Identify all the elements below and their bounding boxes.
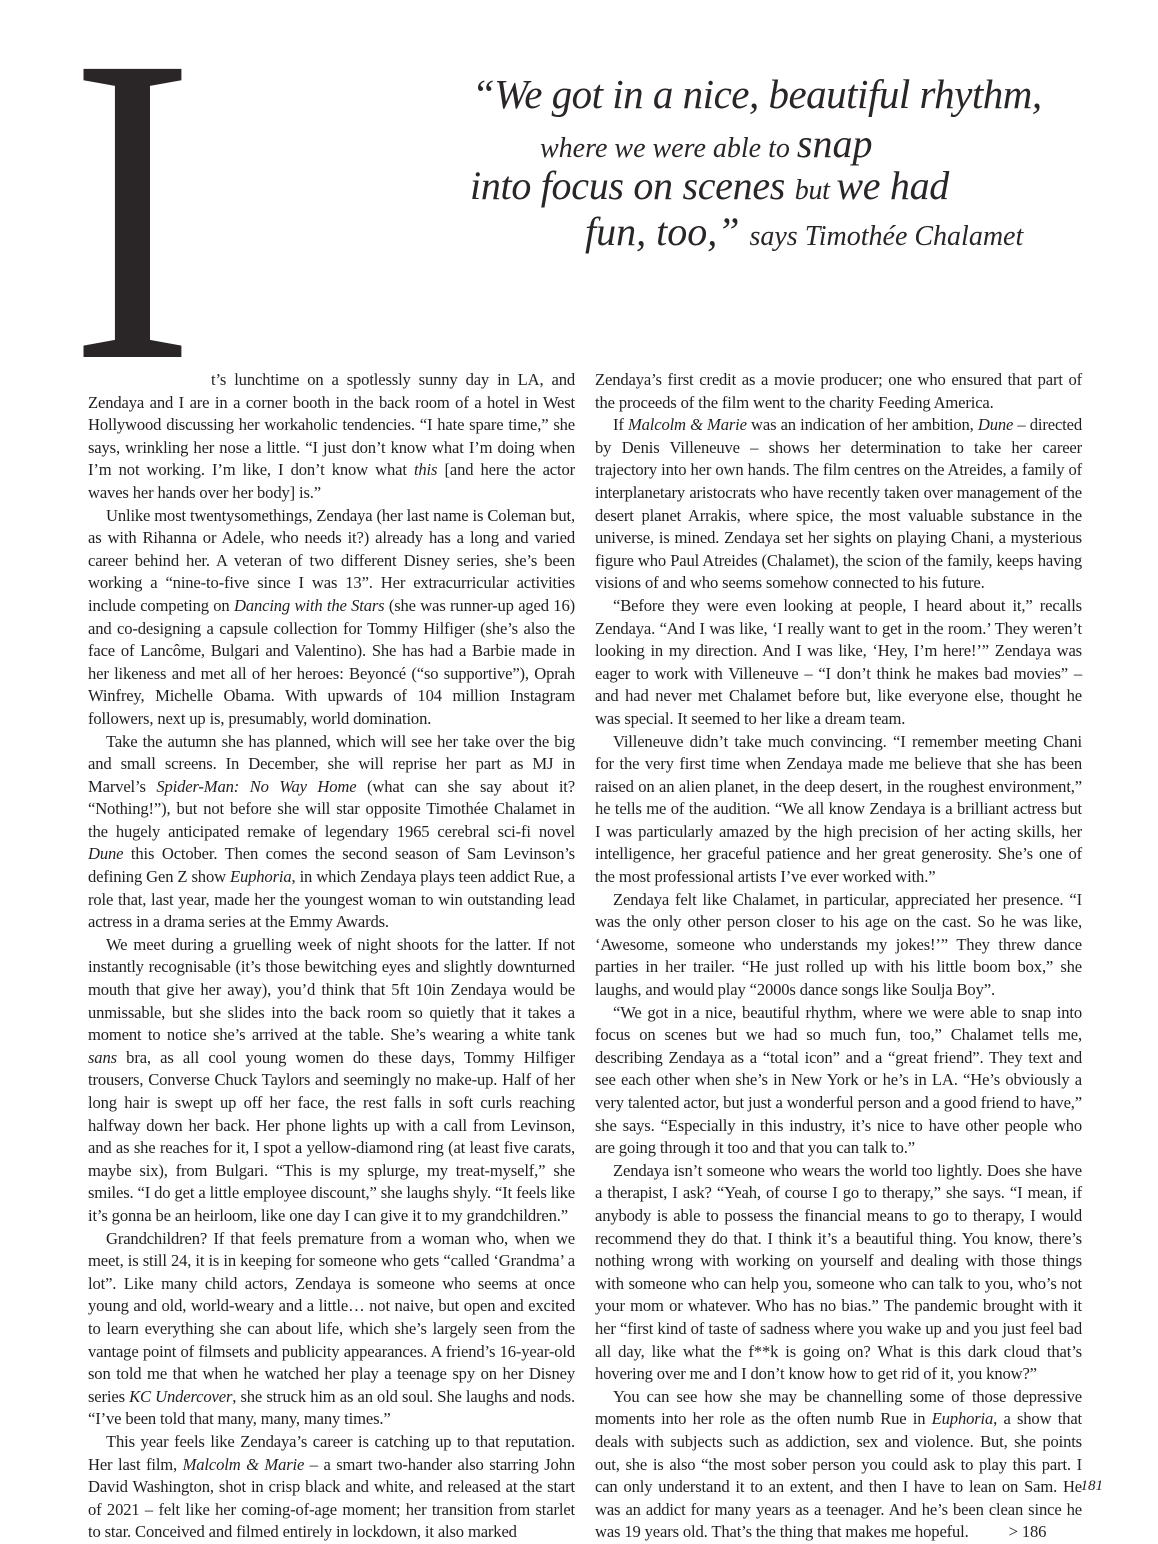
article-paragraph xyxy=(88,505,575,731)
paragraph-text: This year feels like Zendaya’s career is catching up to that reputation. Her last film, xyxy=(88,1431,575,1474)
pull-quote-text: we had xyxy=(836,163,949,208)
paragraph-text: (she was runner-up aged 16) and co-designing a capsule collection for Tommy Hilfiger (she’s also the face of Lancôme, Bulgari and Valentino). She has had a Barbie made in her likeness and met all of her heroes: Beyoncé (“so supportive”), Oprah Winfrey, Michelle Obama. With upwards of 104 million Instagram followers, next up is, presumably, world domination. xyxy=(88,595,575,728)
article-paragraph xyxy=(88,1431,575,1544)
italic-title: KC Undercover xyxy=(129,1386,233,1406)
paragraph-text: , a show that deals with subjects such as addiction, sex and violence. But, she points out, she is also “the most sober person you could ask to play this part. I can only understand it to an extent, and then I have to lean on Sam. He was an addict for many years as a teenager. And he’s been clean since he was 19 years old. That’s the thing that makes me hopeful. xyxy=(595,1409,1082,1542)
article-paragraph xyxy=(595,1002,1082,1160)
pull-quote-line: “We got in a nice, beautiful rhythm, xyxy=(472,71,1042,117)
article-paragraph xyxy=(595,414,1082,595)
paragraph-text: “Before they were even looking at people, I heard about it,” recalls Zendaya. “And I was like, ‘I really want to get in the room.’ They weren’t looking in my direction. And I was like, ‘Hey, I’m here!’” Zendaya was eager to work with Villeneuve – “I don’t think he makes bad movies” – and had never met Chalamet before but, like everyone else, thought he was special. It seemed to her like a dream team. xyxy=(595,595,1082,728)
pull-quote-text: where we were able to xyxy=(540,133,797,164)
paragraph-text: this October. Then comes the second season of Sam Levinson’s defining Gen Z show xyxy=(88,844,575,887)
pull-quote-text: into focus on scenes xyxy=(470,163,795,208)
pull-quote-line xyxy=(470,163,949,208)
paragraph-text: t’s lunchtime on a spotlessly sunny day in LA, and Zendaya and I are in a corner booth in the back room of a hotel in West Hollywood discussing her workaholic tendencies. “I hate spare time,” she says, wrinkling her nose a little. “I just don’t know what I’m doing when I’m not working. I’m like, I don’t know what xyxy=(88,370,575,480)
pull-quote-line xyxy=(585,209,1024,254)
italic-title: Spider-Man: No Way Home xyxy=(156,776,357,796)
paragraph-text: (what can she say about it? “Nothing!”), but not before she will star opposite Timothée Chalamet in the hugely anticipated remake of legendary 1965 cerebral sci-fi novel xyxy=(88,776,575,841)
italic-title: sans xyxy=(88,1047,117,1067)
italic-title: Dancing with the Stars xyxy=(233,595,385,615)
continued-on-page: > 186 xyxy=(1008,1522,1047,1542)
italic-title: Euphoria xyxy=(230,867,292,887)
article-paragraph xyxy=(88,369,575,505)
paragraph-text: Villeneuve didn’t take much convincing. “I remember meeting Chani for the very first time when Zendaya made me believe that she has been raised on an alien planet, in the deep desert, in the roughest environment,” he tells me of the audition. “We all know Zendaya is a brilliant actress but I was particularly amazed by the high precision of her acting skills, her intelligence, her graceful patience and her great generosity. She’s one of the most professional artists I’ve ever worked with.” xyxy=(595,731,1082,887)
paragraph-text: , she struck him as an old soul. She laughs and nods. “I’ve been told that many, many, many times.” xyxy=(88,1386,575,1429)
pull-quote-text: fun, too,” xyxy=(585,209,750,254)
article-paragraph xyxy=(595,889,1082,1002)
article-column-left xyxy=(88,369,575,1544)
article-paragraph xyxy=(88,934,575,1228)
page-number: 181 xyxy=(1080,1478,1103,1494)
paragraph-text: Unlike most twentysomethings, Zendaya (her last name is Coleman but, as with Rihanna or Adele, who needs it?) already has a long and varied career behind her. A veteran of two different Disney series, she’s been working a “nine-to-five since I was 13”. Her extracurricular activities include competing on xyxy=(88,505,575,615)
paragraph-text: “We got in a nice, beautiful rhythm, where we were able to snap into focus on scenes but we had so much fun, too,” Chalamet tells me, describing Zendaya as a “total icon” and a “great friend”. They text and see each other when she’s in New York or he’s in LA. “He’s obviously a very talented actor, but just a wonderful person and a good friend to have,” she says. “Especially in this industry, it’s nice to have other people who are going through it too and that you can talk to.” xyxy=(595,1002,1082,1158)
article-column-right xyxy=(595,369,1082,1544)
article-paragraph xyxy=(88,731,575,934)
article-paragraph xyxy=(595,1160,1082,1386)
paragraph-text: – a smart two-hander also starring John David Washington, shot in crisp black and white, and released at the start of 2021 – felt like her coming-of-age moment; her transition from starlet to star. Conceived and filmed entirely in lockdown, it also marked xyxy=(88,1454,575,1542)
paragraph-text: Zendaya isn’t someone who wears the world too lightly. Does she have a therapist, I ask? “Yeah, of course I go to therapy,” she says. “I mean, if anybody is able to possess the financial means to go to therapy, I would recommend they do that. I think it’s a beautiful thing. You know, there’s nothing wrong with working on yourself and dealing with those things with someone who can help you, someone who can talk to you, who’s not your mom or whatever. Who has no bias.” The pandemic brought with it her “first kind of taste of sadness where you wake up and you just feel bad all day, like what the f**k is going on? What is this dark cloud that’s hovering over me and I don’t know how to get rid of it, you know?” xyxy=(595,1160,1082,1384)
italic-title: Dune xyxy=(977,415,1014,435)
paragraph-text: Zendaya felt like Chalamet, in particular, appreciated her presence. “I was the only other person closer to his age on the cast. So he was like, ‘Awesome, someone who understands my jokes!’” They threw dance parties in her trailer. “He just rolled up with his little boom box,” she laughs, and would play “2000s dance songs like Soulja Boy”. xyxy=(595,889,1082,1000)
paragraph-text: Take the autumn she has planned, which will see her take over the big and small screens. In December, she will reprise her part as MJ in Marvel’s xyxy=(88,731,575,796)
paragraph-text: We meet during a gruelling week of night shoots for the latter. If not instantly recognisable (it’s those bewitching eyes and slightly downturned mouth that give her away), you’d think that 5ft 10in Zendaya would be unmissable, but she slides into the back room so quietly that it takes a moment to notice she’s arrived at the table. She’s wearing a white tank xyxy=(88,934,575,1045)
article-paragraph xyxy=(595,731,1082,889)
paragraph-text: bra, as all cool young women do these days, Tommy Hilfiger trousers, Converse Chuck Taylors and seemingly no make-up. Half of her long hair is swept up off her face, the rest falls in soft curls reaching halfway down her back. Her phone lights up with a call from Levinson, and as she reaches for it, I spot a yellow-diamond ring (at least five carats, maybe six), from Bulgari. “This is my splurge, my treat-myself,” she smiles. “I do get a little employee discount,” she laughs shyly. “It feels like it’s gonna be an heirloom, like one day I can give it to my grandchildren.” xyxy=(88,1047,575,1225)
pull-quote-line xyxy=(540,121,873,166)
paragraph-text: If xyxy=(613,415,628,435)
article-paragraph xyxy=(595,369,1082,414)
pull-quote-text: but xyxy=(794,175,837,206)
italic-title: Malcolm & Marie xyxy=(627,415,747,435)
pull-quote-text: snap xyxy=(796,121,873,166)
paragraph-text: Grandchildren? If that feels premature from a woman who, when we meet, is still 24, it is in keeping for someone who gets “called ‘Grandma’ a lot”. Like many child actors, Zendaya is someone who seems at once young and old, world-weary and a little… not naive, but open and excited to learn everything she can about life, which she’s largely seen from the vantage point of filmsets and publicity appearances. A friend’s 16-year-old son told me that when he watched her play a teenage spy on her Disney series xyxy=(88,1228,575,1406)
italic-title: Malcolm & Marie xyxy=(182,1454,305,1474)
pull-quote-attribution: says Timothée Chalamet xyxy=(749,221,1024,252)
paragraph-text: Zendaya’s first credit as a movie producer; one who ensured that part of the proceeds of the film went to the charity Feeding America. xyxy=(595,370,1082,412)
article-paragraph xyxy=(88,1228,575,1431)
italic-title: Euphoria xyxy=(931,1409,994,1429)
drop-cap: I xyxy=(70,0,195,453)
italic-title: this xyxy=(413,460,438,480)
article-paragraph xyxy=(595,1386,1082,1544)
paragraph-text: You can see how she may be channelling some of those depressive moments into her role as the often numb Rue in xyxy=(595,1386,1082,1429)
paragraph-text: – directed by Denis Villeneuve – shows her determination to take her career trajectory into her own hands. The film centres on the Atreides, a family of interplanetary aristocrats who have recently taken over management of the desert planet Arrakis, where spice, the most valuable substance in the universe, is mined. Zendaya set her sights on playing Chani, a mysterious figure who Paul Atreides (Chalamet), the scion of the family, keeps having visions of and who seems somehow connected to his future. xyxy=(595,415,1082,593)
article-paragraph xyxy=(595,595,1082,731)
italic-title: Dune xyxy=(88,844,124,864)
paragraph-text: was an indication of her ambition, xyxy=(746,415,978,435)
paragraph-text: [and here the actor waves her hands over her body] is.” xyxy=(88,460,575,502)
paragraph-text: , in which Zendaya plays teen addict Rue, a role that, last year, made her the youngest woman to win outstanding lead actress in a drama series at the Emmy Awards. xyxy=(88,867,575,932)
